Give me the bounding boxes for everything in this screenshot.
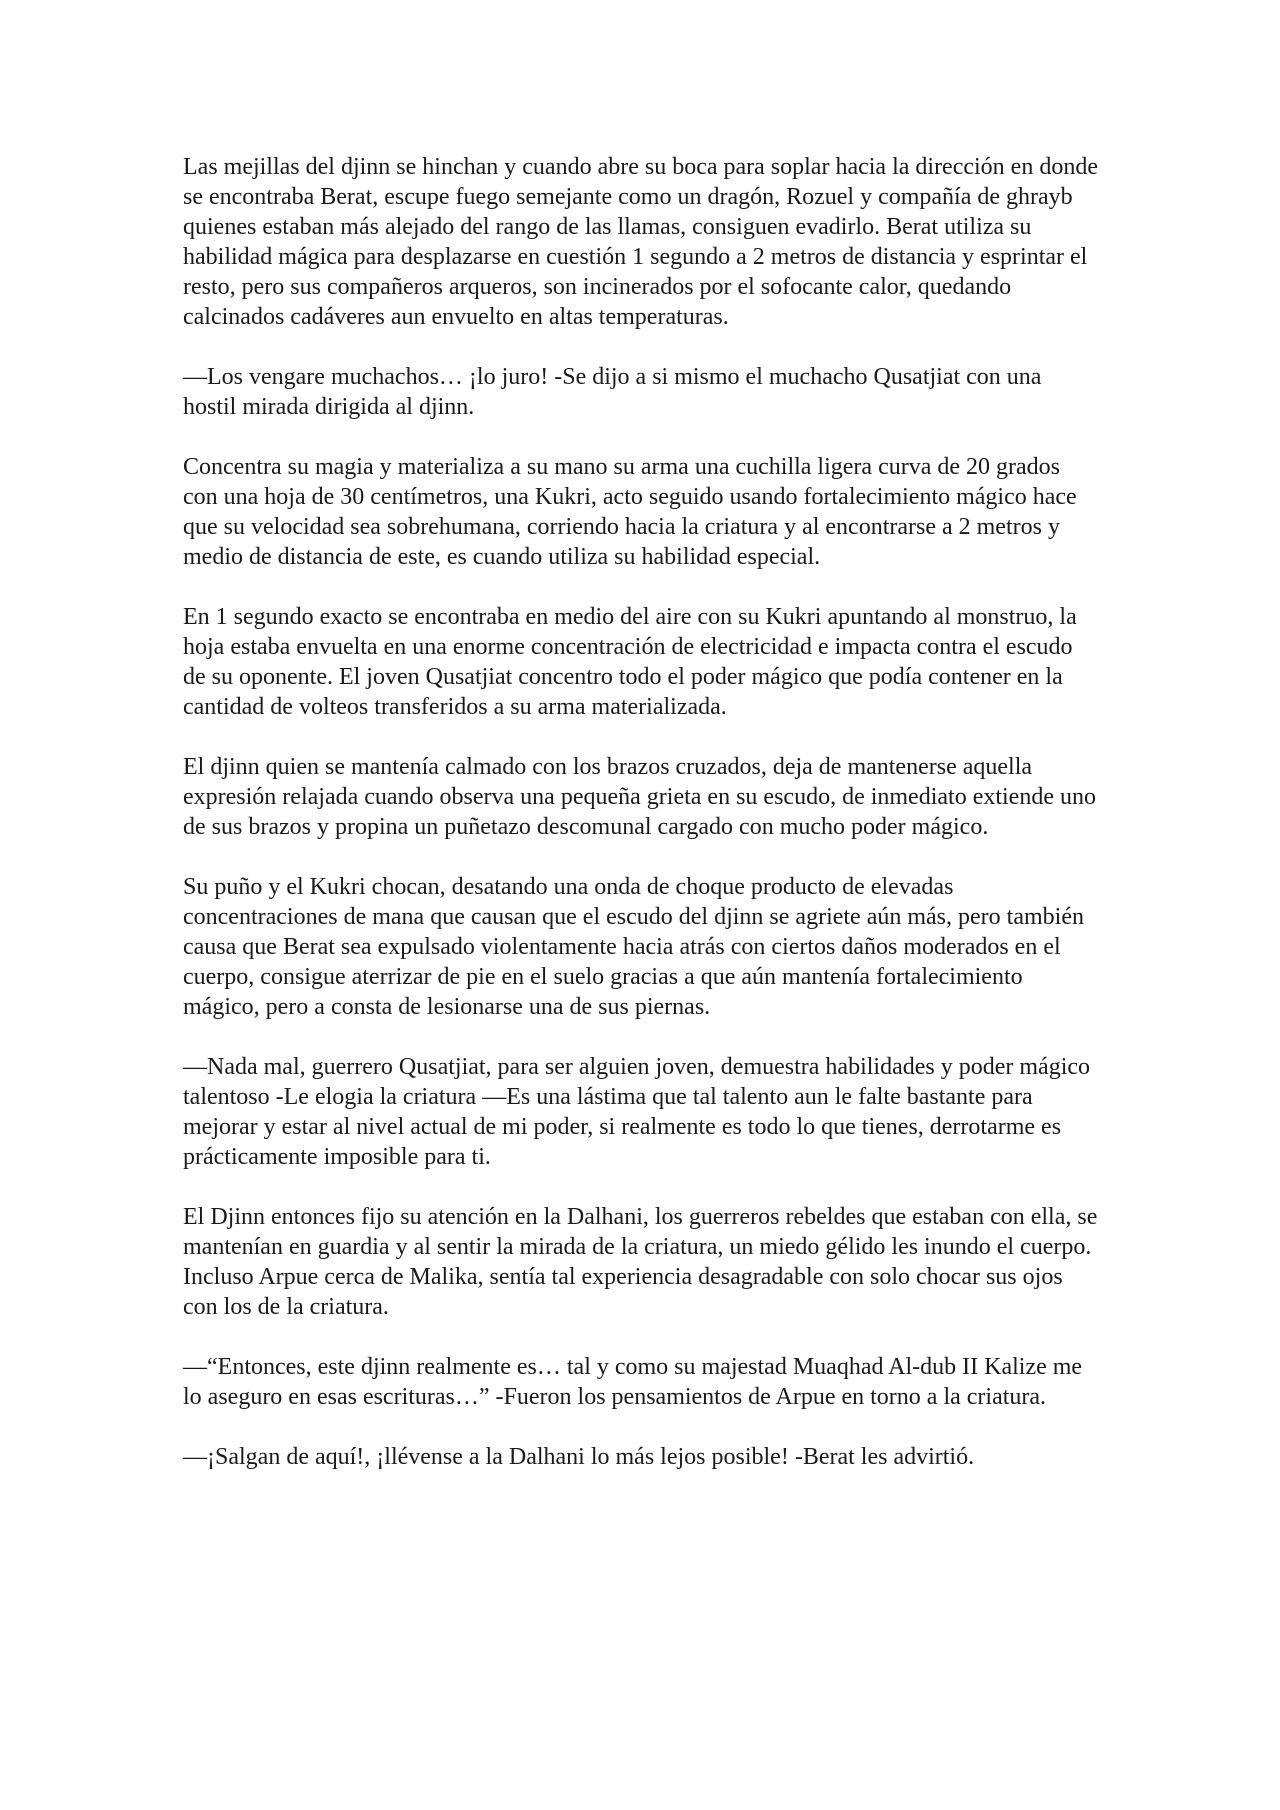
document-body [183, 152, 1098, 1502]
paragraph: El Djinn entonces fijo su atención en la Dalhani, los guerreros rebeldes que estaban con ella, se mantenían en guardia y al sentir la mirada de la criatura, un miedo gélido les inundo el cuerpo. Incluso Arpue cerca de Malika, sentía tal experiencia desagradable con solo chocar sus ojos con los de la criatura. [183, 1204, 1098, 1320]
dialogue-paragraph: —Los vengare muchachos… ¡lo juro! -Se dijo a si mismo el muchacho Qusatjiat con una hostil mirada dirigida al djinn. [183, 364, 1042, 420]
dialogue-paragraph: —Nada mal, guerrero Qusatjiat, para ser alguien joven, demuestra habilidades y poder mágico talentoso -Le elogia la criatura —Es una lástima que tal talento aun le falte bastante para mejorar y estar al nivel actual de mi poder, si realmente es todo lo que tienes, derrotarme es prácticamente imposible para ti. [183, 1054, 1091, 1170]
paragraph: Su puño y el Kukri chocan, desatando una onda de choque producto de elevadas concentraciones de mana que causan que el escudo del djinn se agriete aún más, pero también causa que Berat sea expulsado violentamente hacia atrás con ciertos daños moderados en el cuerpo, consigue aterrizar de pie en el suelo gracias a que aún mantenía fortalecimiento mágico, pero a consta de lesionarse una de sus piernas. [183, 874, 1084, 1020]
paragraph: Las mejillas del djinn se hinchan y cuando abre su boca para soplar hacia la dirección en donde se encontraba Berat, escupe fuego semejante como un dragón, Rozuel y compañía de ghrayb quienes estaban más alejado del rango de las llamas, consiguen evadirlo. Berat utiliza su habilidad mágica para desplazarse en cuestión 1 segundo a 2 metros de distancia y esprintar el resto, pero sus compañeros arqueros, son incinerados por el sofocante calor, quedando calcinados cadáveres aun envuelto en altas temperaturas. [183, 154, 1098, 330]
paragraph: Concentra su magia y materializa a su mano su arma una cuchilla ligera curva de 20 grados con una hoja de 30 centímetros, una Kukri, acto seguido usando fortalecimiento mágico hace que su velocidad sea sobrehumana, corriendo hacia la criatura y al encontrarse a 2 metros y medio de distancia de este, es cuando utiliza su habilidad especial. [183, 454, 1077, 570]
paragraph: En 1 segundo exacto se encontraba en medio del aire con su Kukri apuntando al monstruo, la hoja estaba envuelta en una enorme concentración de electricidad e impacta contra el escudo de su oponente. El joven Qusatjiat concentro todo el poder mágico que podía contener en la cantidad de volteos transferidos a su arma materializada. [183, 604, 1077, 720]
dialogue-paragraph: —¡Salgan de aquí!, ¡llévense a la Dalhani lo más lejos posible! -Berat les advirtió. [183, 1444, 975, 1470]
paragraph: El djinn quien se mantenía calmado con los brazos cruzados, deja de mantenerse aquella expresión relajada cuando observa una pequeña grieta en su escudo, de inmediato extiende uno de sus brazos y propina un puñetazo descomunal cargado con mucho poder mágico. [183, 754, 1096, 840]
dialogue-paragraph: —“Entonces, este djinn realmente es… tal y como su majestad Muaqhad Al-dub II Kalize me lo aseguro en esas escrituras…” -Fueron los pensamientos de Arpue en torno a la criatura. [183, 1354, 1083, 1410]
